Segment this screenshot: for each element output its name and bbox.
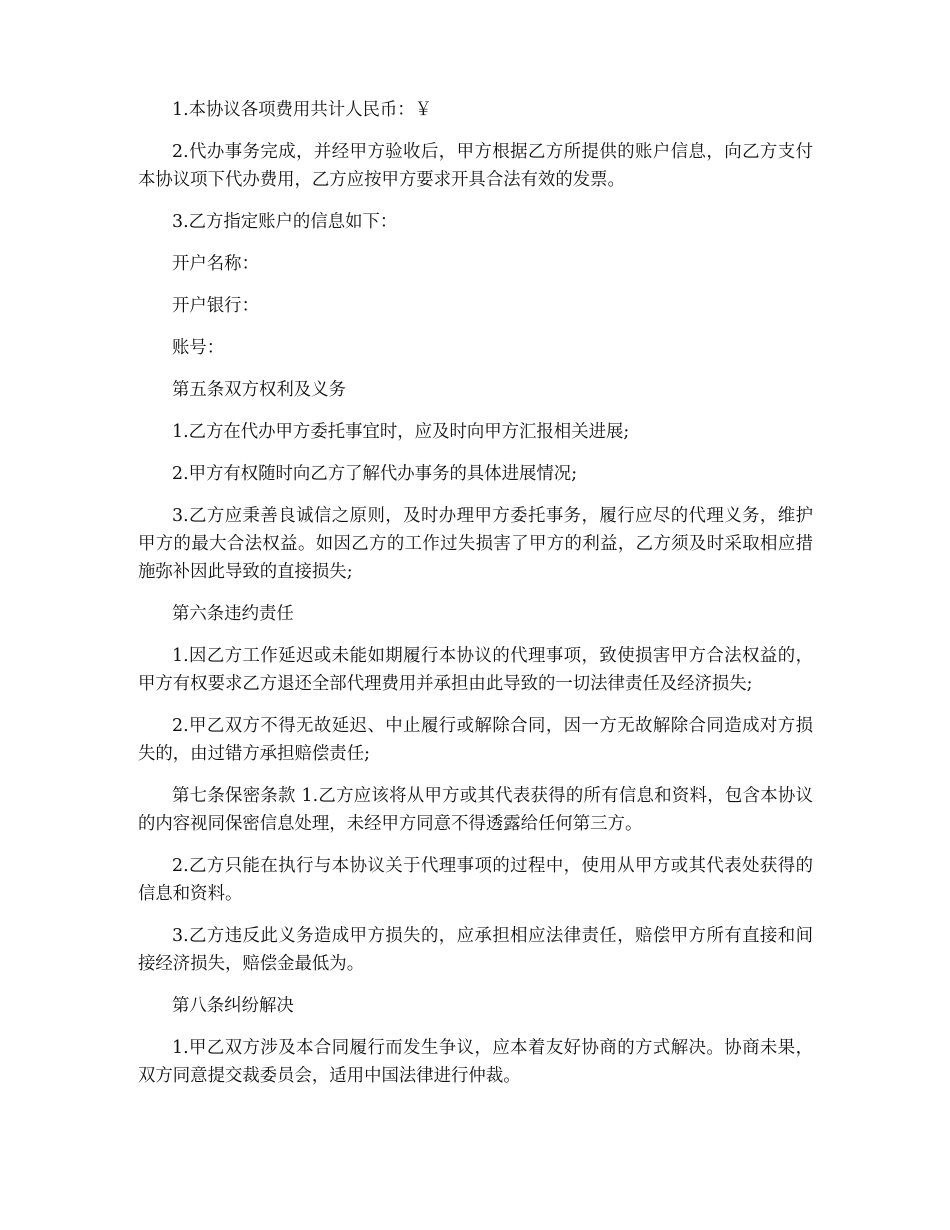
account-number-field: 账号：: [172, 338, 225, 358]
article-7-clause-1: 第七条保密条款 1.乙方应该将从甲方或其代表获得的所有信息和资料，包含本协议的内容视同保密信息处理，未经甲方同意不得透露给任何第三方。: [138, 786, 813, 834]
account-name-field: 开户名称：: [172, 254, 259, 274]
payment-terms-paragraph: 2.代办事务完成，并经甲方验收后，甲方根据乙方所提供的账户信息，向乙方支付本协议项下代办费用，乙方应按甲方要求开具合法有效的发票。: [138, 142, 813, 190]
article-5-clause-2: 2.甲方有权随时向乙方了解代办事务的具体进展情况;: [172, 464, 578, 484]
article-6-clause-1: 1.因乙方工作延迟或未能如期履行本协议的代理事项，致使损害甲方合法权益的，甲方有权要求乙方退还全部代理费用并承担由此导致的一切法律责任及经济损失;: [138, 646, 813, 694]
article-5-clause-3: 3.乙方应秉善良诚信之原则，及时办理甲方委托事务，履行应尽的代理义务，维护甲方的最大合法权益。如因乙方的工作过失损害了甲方的利益，乙方须及时采取相应措施弥补因此导致的直接损失;: [138, 506, 813, 582]
article-5-heading: 第五条双方权利及义务: [172, 380, 346, 400]
article-7-clause-3: 3.乙方违反此义务造成甲方损失的，应承担相应法律责任，赔偿甲方所有直接和间接经济损失，赔偿金最低为。: [138, 926, 813, 974]
article-6-heading: 第六条违约责任: [172, 604, 294, 624]
article-6-clause-2: 2.甲乙双方不得无故延迟、中止履行或解除合同，因一方无故解除合同造成对方损失的，由过错方承担赔偿责任;: [138, 716, 813, 764]
fee-total-paragraph: 1.本协议各项费用共计人民币：￥: [172, 100, 433, 120]
bank-name-field: 开户银行：: [172, 296, 259, 316]
document-body: [138, 96, 813, 1104]
account-info-heading: 3.乙方指定账户的信息如下：: [172, 212, 398, 232]
article-8-clause-1: 1.甲乙双方涉及本合同履行而发生争议，应本着友好协商的方式解决。协商未果，双方同意提交裁委员会，适用中国法律进行仲裁。: [138, 1038, 813, 1086]
article-5-clause-1: 1.乙方在代办甲方委托事宜时，应及时向甲方汇报相关进展;: [172, 422, 630, 442]
article-7-clause-2: 2.乙方只能在执行与本协议关于代理事项的过程中，使用从甲方或其代表处获得的信息和资料。: [138, 856, 813, 904]
article-8-heading: 第八条纠纷解决: [172, 996, 294, 1016]
